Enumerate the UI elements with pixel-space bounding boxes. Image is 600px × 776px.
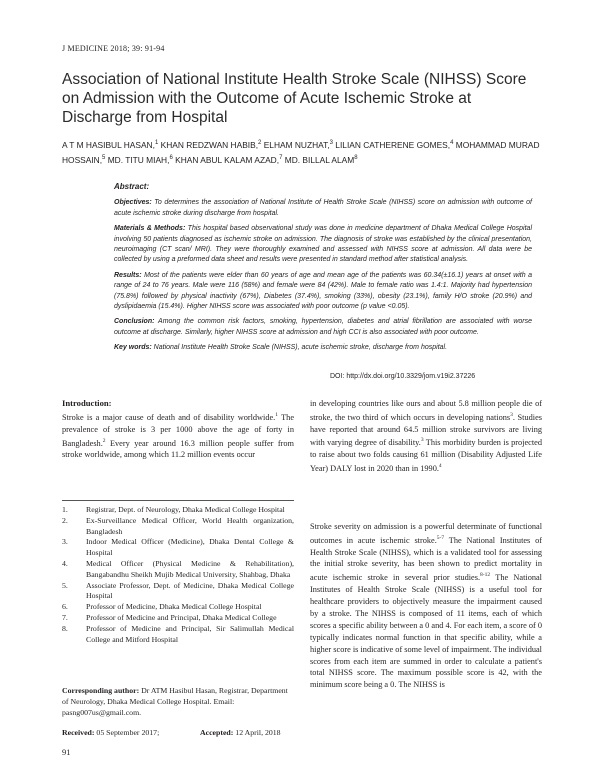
keywords-label: Key words: <box>114 344 152 352</box>
body-text: The National Institutes of Health Stroke Scale (NIHSS), which is a validated tool for assessing the initial stroke severity, has been shown to predict mortality in acute ischemic stroke in several prior studies. <box>310 535 542 583</box>
doi-link[interactable]: DOI: http://dx.doi.org/10.3329/jom.v19i2.37226 <box>330 373 476 380</box>
introduction-heading: Introduction: <box>62 398 112 408</box>
abstract-keywords <box>114 343 532 353</box>
author-affiliation-mark: 4 <box>450 140 454 146</box>
footnote-divider <box>62 500 294 501</box>
affiliation-item <box>62 516 294 538</box>
intro-paragraph-right-1 <box>310 398 542 475</box>
affiliation-text: Registrar, Dept. of Neurology, Dhaka Medical College Hospital <box>86 505 285 514</box>
affiliation-item <box>62 559 294 581</box>
affiliation-number: 1. <box>62 505 68 514</box>
abstract-block <box>114 182 532 359</box>
accepted-block <box>200 728 281 737</box>
conclusion-text: Among the common risk factors, smoking, hypertension, diabetes and atrial fibrillation are associated with worse outcome at discharge. Similarly, higher NIHSS score at admission and high CCI is also associated with poor outcome. <box>114 318 532 336</box>
affiliation-list <box>62 505 294 645</box>
citation-mark: 4 <box>438 463 442 470</box>
affiliation-number: 8. <box>62 623 68 633</box>
author-name: MD. BILLAL ALAM <box>282 154 355 165</box>
author-affiliation-mark: 7 <box>279 154 283 161</box>
journal-reference: J MEDICINE 2018; 39: 91-94 <box>62 44 165 53</box>
body-text: The prevalence of stroke is 3 per 1000 above the age of forty in Bangladesh. <box>62 412 295 448</box>
author-affiliation-mark: 1 <box>154 140 159 146</box>
author-name: KHAN REDZWAN HABIB, <box>158 139 259 150</box>
author-name: KHAN ABUL KALAM AZAD, <box>172 154 280 165</box>
author-name: MD. TITU MIAH, <box>105 154 170 165</box>
page-number: 91 <box>62 747 71 757</box>
received-date: 05 September 2017; <box>94 728 160 737</box>
author-name: ELHAM NUZHAT, <box>261 139 330 150</box>
affiliation-item <box>62 505 294 516</box>
body-text: This morbidity burden is projected to raise about two folds causing 61 million (Disability Adjusted Life Year) DALY lost in 2020 than in 1990. <box>310 438 542 473</box>
body-text: The National Institutes of Health Stroke Scale (NIHSS) is a useful tool for healthcare providers to objectively measure the impairment caused by a stroke. The NIHSS is composed of 11 items, each of which scores a specific ability between a 0 and 4. For each item, a score of 0 typically indicates normal function in that specific ability, while a higher score is indicative of some level of impairment. The individual scores from each item are summed in order to calculate a patient's total NIHSS score. The maximum possible score is 42, with the minimum score being a 0. The NIHSS is <box>310 573 542 690</box>
author-affiliation-mark: 3 <box>329 140 333 146</box>
methods-text: This hospital based observational study was done in medicine department of Dhaka Medical College Hospital involving 50 patients diagnosed as ischemic stroke on admission. The diagnosis of stroke was established by the clinical presentation, neuroimaging (CT scan/ MRI). They were thoroughly examined and assessed with NIHSS score at admission. All data were be collected by using a preformed data sheet and results were presented in standard method after statistical analysis. <box>114 225 533 264</box>
article-dates <box>62 728 294 737</box>
conclusion-label: Conclusion: <box>114 318 155 326</box>
affiliation-text: Professor of Medicine, Dhaka Medical College Hospital <box>86 602 262 612</box>
corresponding-author-text: Dr ATM Hasibul Hasan, Registrar, Department of Neurology, Dhaka Medical College Hospital. Email: pasng007us@gmail.com. <box>62 686 288 717</box>
affiliation-item <box>62 602 294 613</box>
affiliation-item <box>62 613 294 624</box>
received-label: Received: <box>62 728 95 737</box>
citation-mark: 3 <box>420 437 424 444</box>
abstract-heading: Abstract: <box>114 182 150 191</box>
intro-paragraph-left <box>62 410 294 461</box>
author-name: A T M HASIBUL HASAN, <box>62 139 155 150</box>
body-text: Stroke is a major cause of death and of disability worldwide. <box>62 412 276 422</box>
affiliation-text: Professor of Medicine and Principal, Dhaka Medical College <box>86 612 277 622</box>
intro-paragraph-right-2 <box>310 521 542 691</box>
author-name: MOHAMMAD MURAD HOSSAIN, <box>62 139 540 165</box>
affiliation-number: 2. <box>62 515 68 525</box>
affiliation-item <box>62 624 294 646</box>
abstract-conclusion <box>114 317 532 338</box>
objectives-label: Objectives: <box>114 199 152 207</box>
body-text: in developing countries like ours and about 5.8 million people die of stroke, the two third of which occurs in developing nations <box>310 399 542 422</box>
citation-mark: 1 <box>275 412 279 418</box>
author-affiliation-mark: 2 <box>258 140 262 146</box>
affiliation-text: Indoor Medical Officer (Medicine), Dhaka Dental College & Hospital <box>86 537 294 558</box>
affiliation-item <box>62 537 294 559</box>
methods-label: Materials & Methods: <box>114 225 186 233</box>
affiliation-number: 5. <box>62 580 68 590</box>
affiliation-number: 7. <box>62 612 68 622</box>
citation-mark: 3 <box>510 411 513 418</box>
keywords-text: National Institute Health Stroke Scale (NIHSS), acute ischemic stroke, discharge from hospital. <box>151 344 448 352</box>
author-list <box>62 137 542 167</box>
accepted-date: 12 April, 2018 <box>233 728 281 737</box>
results-label: Results: <box>114 271 142 279</box>
affiliation-text: Professor of Medicine and Principal, Sir Salimullah Medical College and Mitford Hospital <box>86 623 294 644</box>
affiliation-text: Medical Officer (Physical Medicine & Rehabilitation), Bangabandhu Sheikh Mujib Medical University, Shahbag, Dhaka <box>86 558 294 579</box>
affiliation-number: 3. <box>62 537 68 547</box>
citation-mark: 5-7 <box>436 534 445 541</box>
citation-mark: 2 <box>102 437 106 444</box>
affiliation-item <box>62 581 294 603</box>
author-name: LILIAN CATHERENE GOMES, <box>332 139 451 150</box>
author-affiliation-mark: 5 <box>102 154 106 161</box>
accepted-label: Accepted: <box>200 728 234 737</box>
abstract-results <box>114 271 532 313</box>
author-affiliation-mark: 8 <box>354 154 358 161</box>
author-affiliation-mark: 6 <box>169 154 173 161</box>
body-text: Stroke severity on admission is a powerful determinate of functional outcomes in acute ischemic stroke. <box>310 522 542 545</box>
citation-mark: 8-12 <box>480 572 491 579</box>
article-title: Association of National Institute Health Stroke Scale (NIHSS) Score on Admission with the Outcome of Acute Ischemic Stroke at Discharge from Hospital <box>62 71 527 126</box>
affiliation-number: 6. <box>62 602 68 612</box>
objectives-text: To determines the association of National Institute of Health Stroke Scale (NIHSS) score on admission with outcome of acute ischemic stroke during discharge from hospital. <box>114 199 532 217</box>
abstract-methods <box>114 224 532 266</box>
body-text: . Studies have reported that around 64.5 million stroke survivors are living with varying degree of disability. <box>310 412 542 448</box>
affiliation-number: 4. <box>62 558 68 568</box>
results-text: Most of the patients were elder than 60 years of age and mean age of the patients was 60.34(±16.1) years at onset with a range of 24 to 76 years. Male were 116 (58%) and female were 84 (42%). Male to female ratio was 1.4:1. Majority had hypertension (75.8%) followed by physical inactivity (67%), Diabetes (37.4%), smoking (33%), obesity (23.1%), family H/O stroke (20.9%) and dyslipidaemia (15.4%). Higher NIHSS score was associated with poor outcome (p value <0.05). <box>114 271 532 311</box>
abstract-objectives <box>114 198 532 219</box>
corresponding-author-label: Corresponding author: <box>62 686 140 695</box>
corresponding-author <box>62 686 294 718</box>
body-text: Every year around 16.3 million people suffer from stroke worldwide, among which 11.2 million events occur <box>62 438 294 460</box>
affiliation-text: Ex-Surveillance Medical Officer, World Health organization, Bangladesh <box>86 515 294 536</box>
affiliation-text: Associate Professor, Dept. of Medicine, Dhaka Medical College Hospital <box>86 580 294 601</box>
